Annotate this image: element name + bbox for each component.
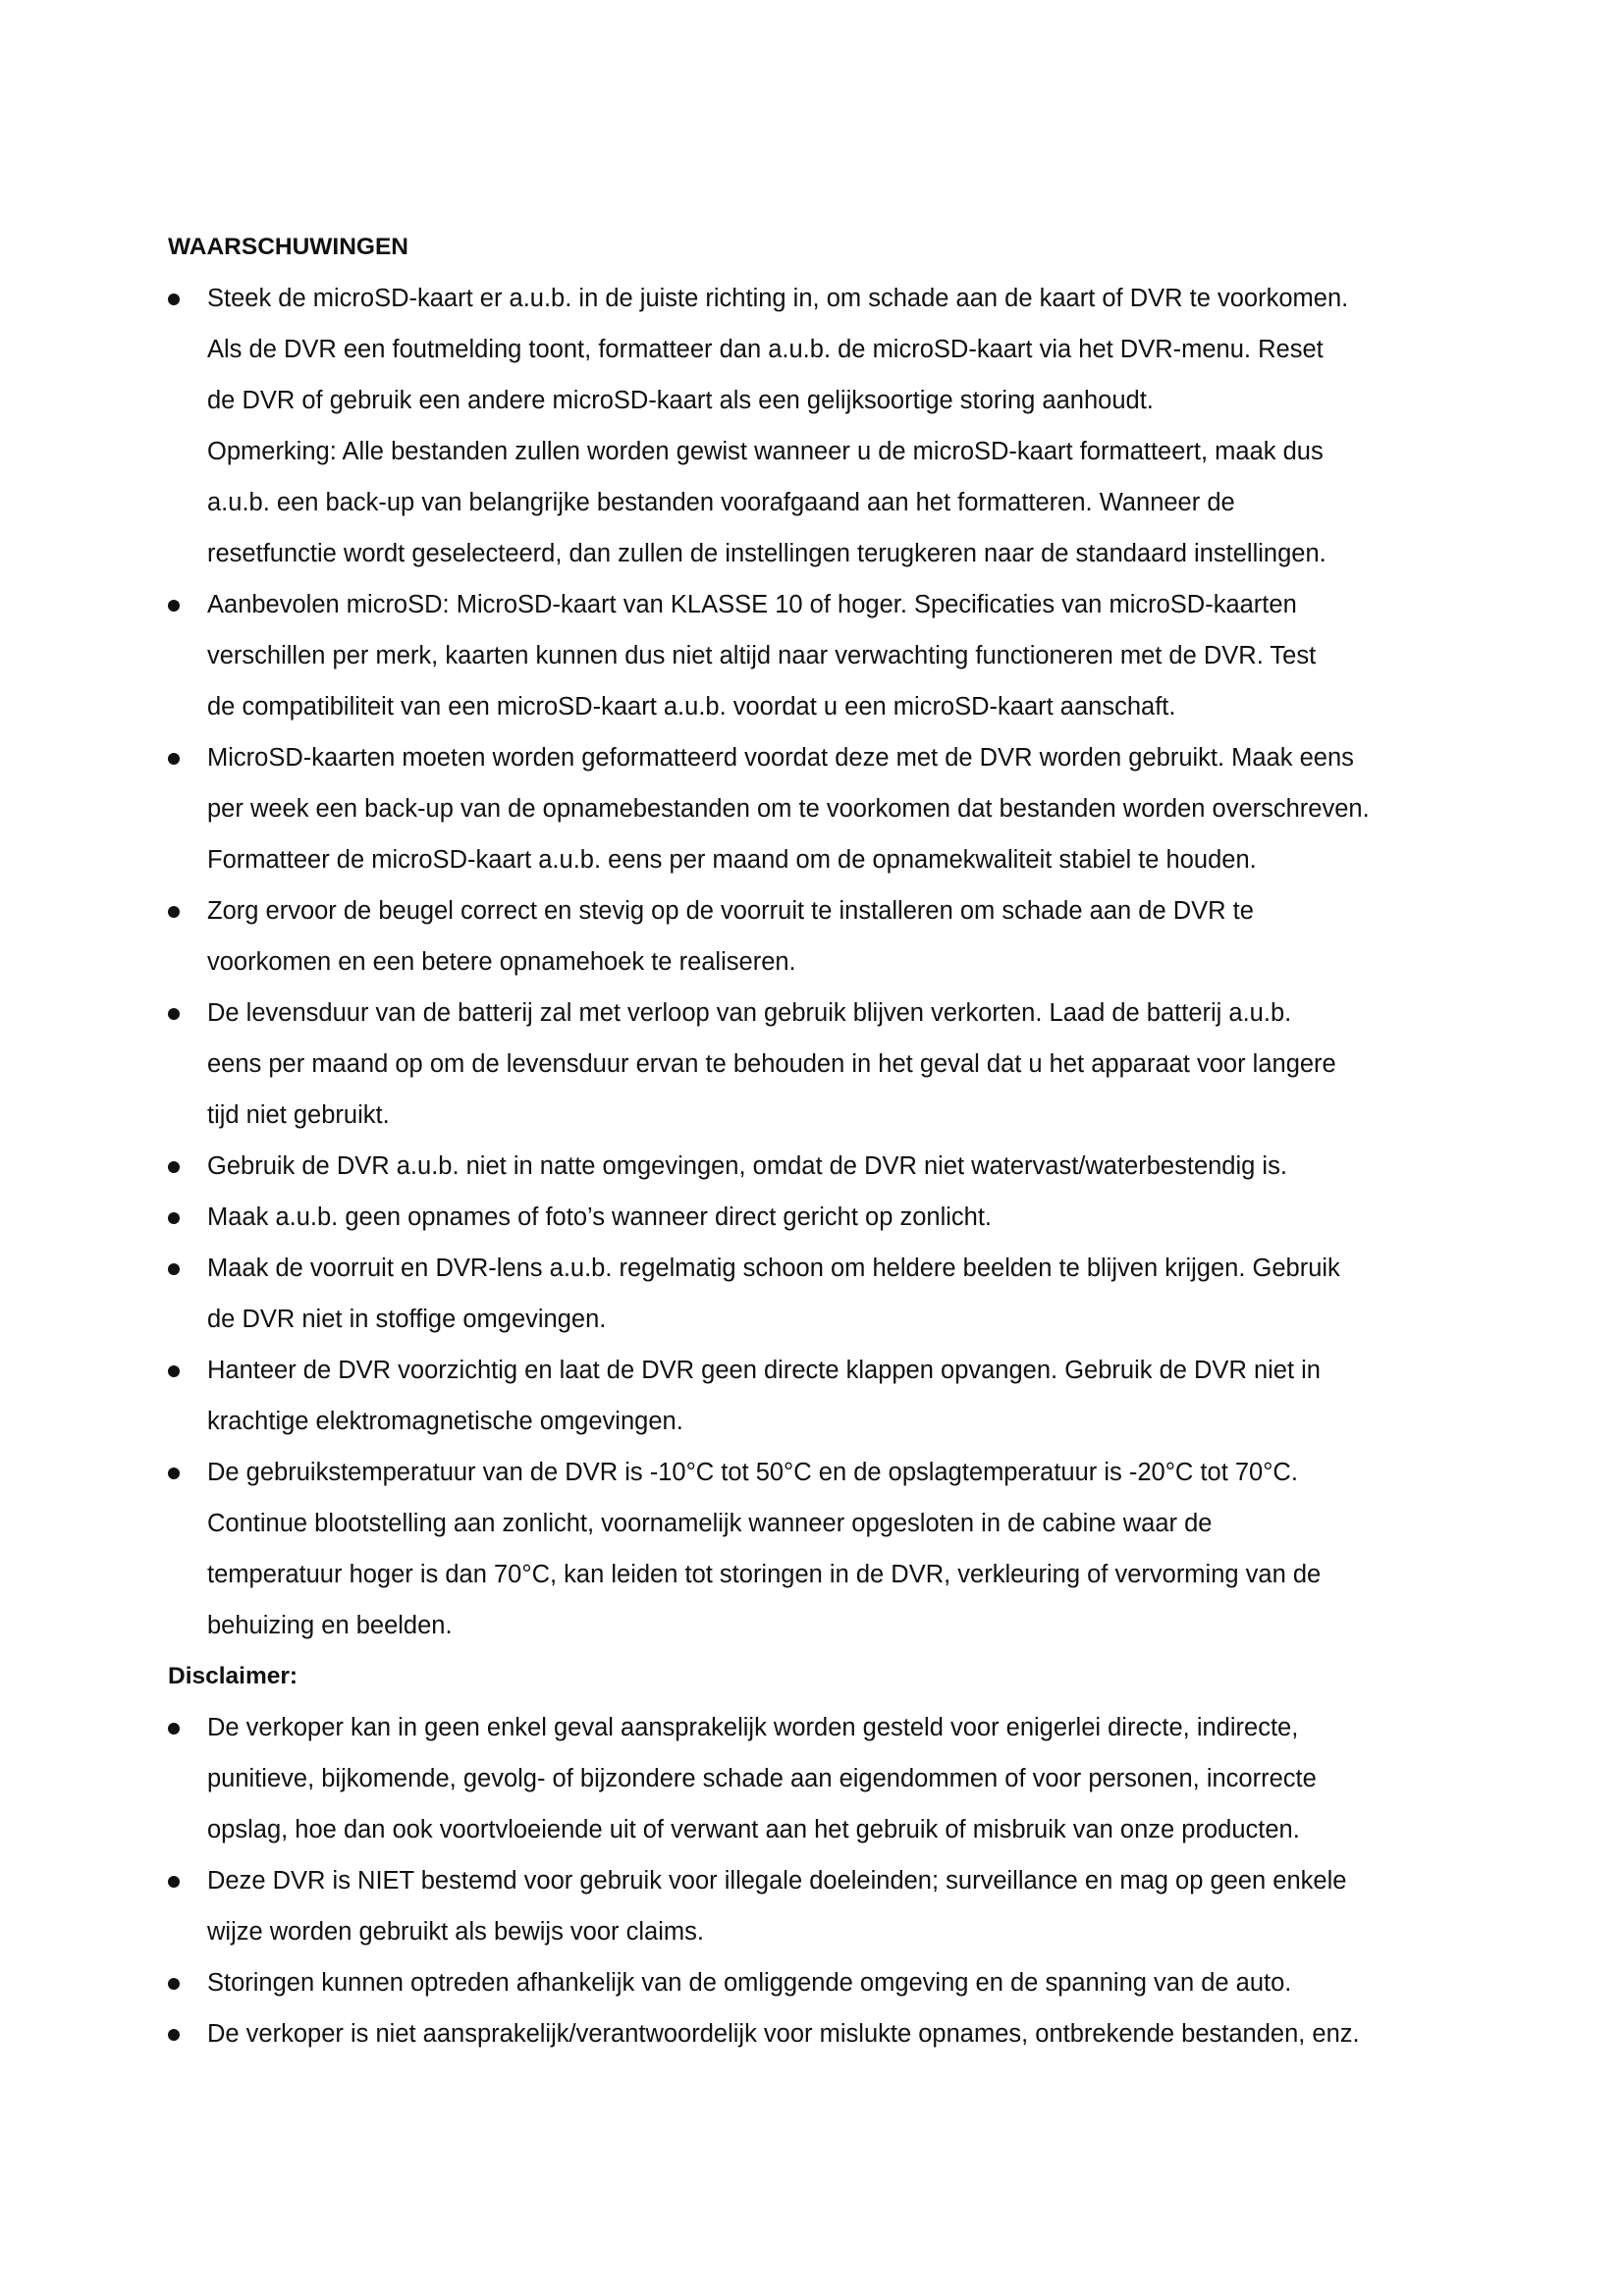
- warning-item: [168, 885, 1523, 988]
- disclaimer-item: [168, 1702, 1523, 1855]
- text-line: punitieve, bijkomende, gevolg- of bijzondere schade aan eigendommen of voor personen, incorrecte: [207, 1765, 1317, 1792]
- text-line: per week een back-up van de opnamebestanden om te voorkomen dat bestanden worden overschreven.: [207, 795, 1370, 823]
- text-line: krachtige elektromagnetische omgevingen.: [207, 1408, 683, 1435]
- text-line: Maak a.u.b. geen opnames of foto’s wanneer direct gericht op zonlicht.: [207, 1203, 993, 1231]
- bullet-icon: [168, 1876, 180, 1888]
- text-line: de compatibiliteit van een microSD-kaart a.u.b. voordat u een microSD-kaart aanschaft.: [207, 693, 1176, 721]
- text-line: tijd niet gebruikt.: [207, 1101, 390, 1129]
- text-line: behuizing en beelden.: [207, 1612, 453, 1639]
- warning-item: [168, 988, 1523, 1141]
- warning-item: [168, 579, 1523, 732]
- document-body: [168, 222, 1523, 2059]
- warnings-list: [168, 273, 1523, 1651]
- text-line: MicroSD-kaarten moeten worden geformatteerd voordat deze met de DVR worden gebruikt. Maak eens: [207, 744, 1354, 772]
- warning-item: [168, 273, 1523, 579]
- text-line: De gebruikstemperatuur van de DVR is -10°C tot 50°C en de opslagtemperatuur is -20°C tot 70°C.: [207, 1459, 1298, 1486]
- bullet-icon: [168, 1723, 180, 1735]
- text-line: Continue blootstelling aan zonlicht, voornamelijk wanneer opgesloten in de cabine waar de: [207, 1510, 1213, 1537]
- text-line: a.u.b. een back-up van belangrijke bestanden voorafgaand aan het formatteren. Wanneer de: [207, 489, 1235, 516]
- bullet-icon: [168, 600, 180, 612]
- text-line: De verkoper kan in geen enkel geval aansprakelijk worden gesteld voor enigerlei directe, indirecte,: [207, 1714, 1299, 1741]
- text-line: voorkomen en een betere opnamehoek te realiseren.: [207, 948, 796, 976]
- text-line: de DVR niet in stoffige omgevingen.: [207, 1306, 607, 1333]
- bullet-icon: [168, 1212, 180, 1224]
- bullet-icon: [168, 1978, 180, 1990]
- text-line: Gebruik de DVR a.u.b. niet in natte omgevingen, omdat de DVR niet watervast/waterbestendig is.: [207, 1152, 1287, 1180]
- bullet-icon: [168, 1365, 180, 1377]
- text-line: Hanteer de DVR voorzichtig en laat de DVR geen directe klappen opvangen. Gebruik de DVR niet in: [207, 1357, 1321, 1384]
- text-line: opslag, hoe dan ook voortvloeiende uit of verwant aan het gebruik of misbruik van onze producten.: [207, 1816, 1300, 1843]
- disclaimer-item: [168, 1855, 1523, 1957]
- bullet-icon: [168, 1263, 180, 1275]
- disclaimer-item: [168, 2008, 1523, 2059]
- warning-item: [168, 732, 1523, 885]
- warning-item: [168, 1345, 1523, 1447]
- warning-item: [168, 1141, 1523, 1192]
- text-line: Steek de microSD-kaart er a.u.b. in de juiste richting in, om schade aan de kaart of DVR te voorkomen.: [207, 285, 1349, 312]
- bullet-icon: [168, 753, 180, 765]
- bullet-icon: [168, 1008, 180, 1020]
- warning-item: [168, 1192, 1523, 1243]
- bullet-icon: [168, 294, 180, 305]
- bullet-icon: [168, 1161, 180, 1173]
- warnings-heading: WAARSCHUWINGEN: [168, 234, 408, 260]
- warning-item: [168, 1243, 1523, 1345]
- disclaimer-list: [168, 1702, 1523, 2059]
- text-line: De verkoper is niet aansprakelijk/verantwoordelijk voor mislukte opnames, ontbrekende bestanden, enz.: [207, 2020, 1360, 2048]
- text-line: verschillen per merk, kaarten kunnen dus niet altijd naar verwachting functioneren met de DVR. Test: [207, 642, 1317, 669]
- text-line: eens per maand op om de levensduur ervan te behouden in het geval dat u het apparaat voor langere: [207, 1050, 1336, 1078]
- text-line: Als de DVR een foutmelding toont, formatteer dan a.u.b. de microSD-kaart via het DVR-menu. Reset: [207, 336, 1324, 363]
- text-line: De levensduur van de batterij zal met verloop van gebruik blijven verkorten. Laad de batterij a.u.b.: [207, 999, 1292, 1027]
- bullet-icon: [168, 2029, 180, 2041]
- bullet-icon: [168, 1468, 180, 1479]
- text-line: Deze DVR is NIET bestemd voor gebruik voor illegale doeleinden; surveillance en mag op geen enkele: [207, 1867, 1347, 1895]
- text-line: wijze worden gebruikt als bewijs voor claims.: [207, 1918, 704, 1946]
- disclaimer-item: [168, 1957, 1523, 2008]
- text-line: de DVR of gebruik een andere microSD-kaart als een gelijksoortige storing aanhoudt.: [207, 387, 1154, 414]
- text-line: resetfunctie wordt geselecteerd, dan zullen de instellingen terugkeren naar de standaard instellingen.: [207, 540, 1326, 567]
- text-line: temperatuur hoger is dan 70°C, kan leiden tot storingen in de DVR, verkleuring of vervorming van de: [207, 1561, 1322, 1588]
- warning-item: [168, 1447, 1523, 1651]
- text-line: Zorg ervoor de beugel correct en stevig op de voorruit te installeren om schade aan de DVR te: [207, 897, 1254, 925]
- bullet-icon: [168, 906, 180, 918]
- disclaimer-heading: Disclaimer:: [168, 1663, 298, 1689]
- text-line: Storingen kunnen optreden afhankelijk van de omliggende omgeving en de spanning van de auto.: [207, 1969, 1292, 1997]
- text-line: Aanbevolen microSD: MicroSD-kaart van KLASSE 10 of hoger. Specificaties van microSD-kaarten: [207, 591, 1297, 618]
- text-line: Formatteer de microSD-kaart a.u.b. eens per maand om de opnamekwaliteit stabiel te houden.: [207, 846, 1257, 874]
- text-line: Maak de voorruit en DVR-lens a.u.b. regelmatig schoon om heldere beelden te blijven krijgen. Gebruik: [207, 1255, 1340, 1282]
- text-line: Opmerking: Alle bestanden zullen worden gewist wanneer u de microSD-kaart formatteert, maak dus: [207, 438, 1324, 465]
